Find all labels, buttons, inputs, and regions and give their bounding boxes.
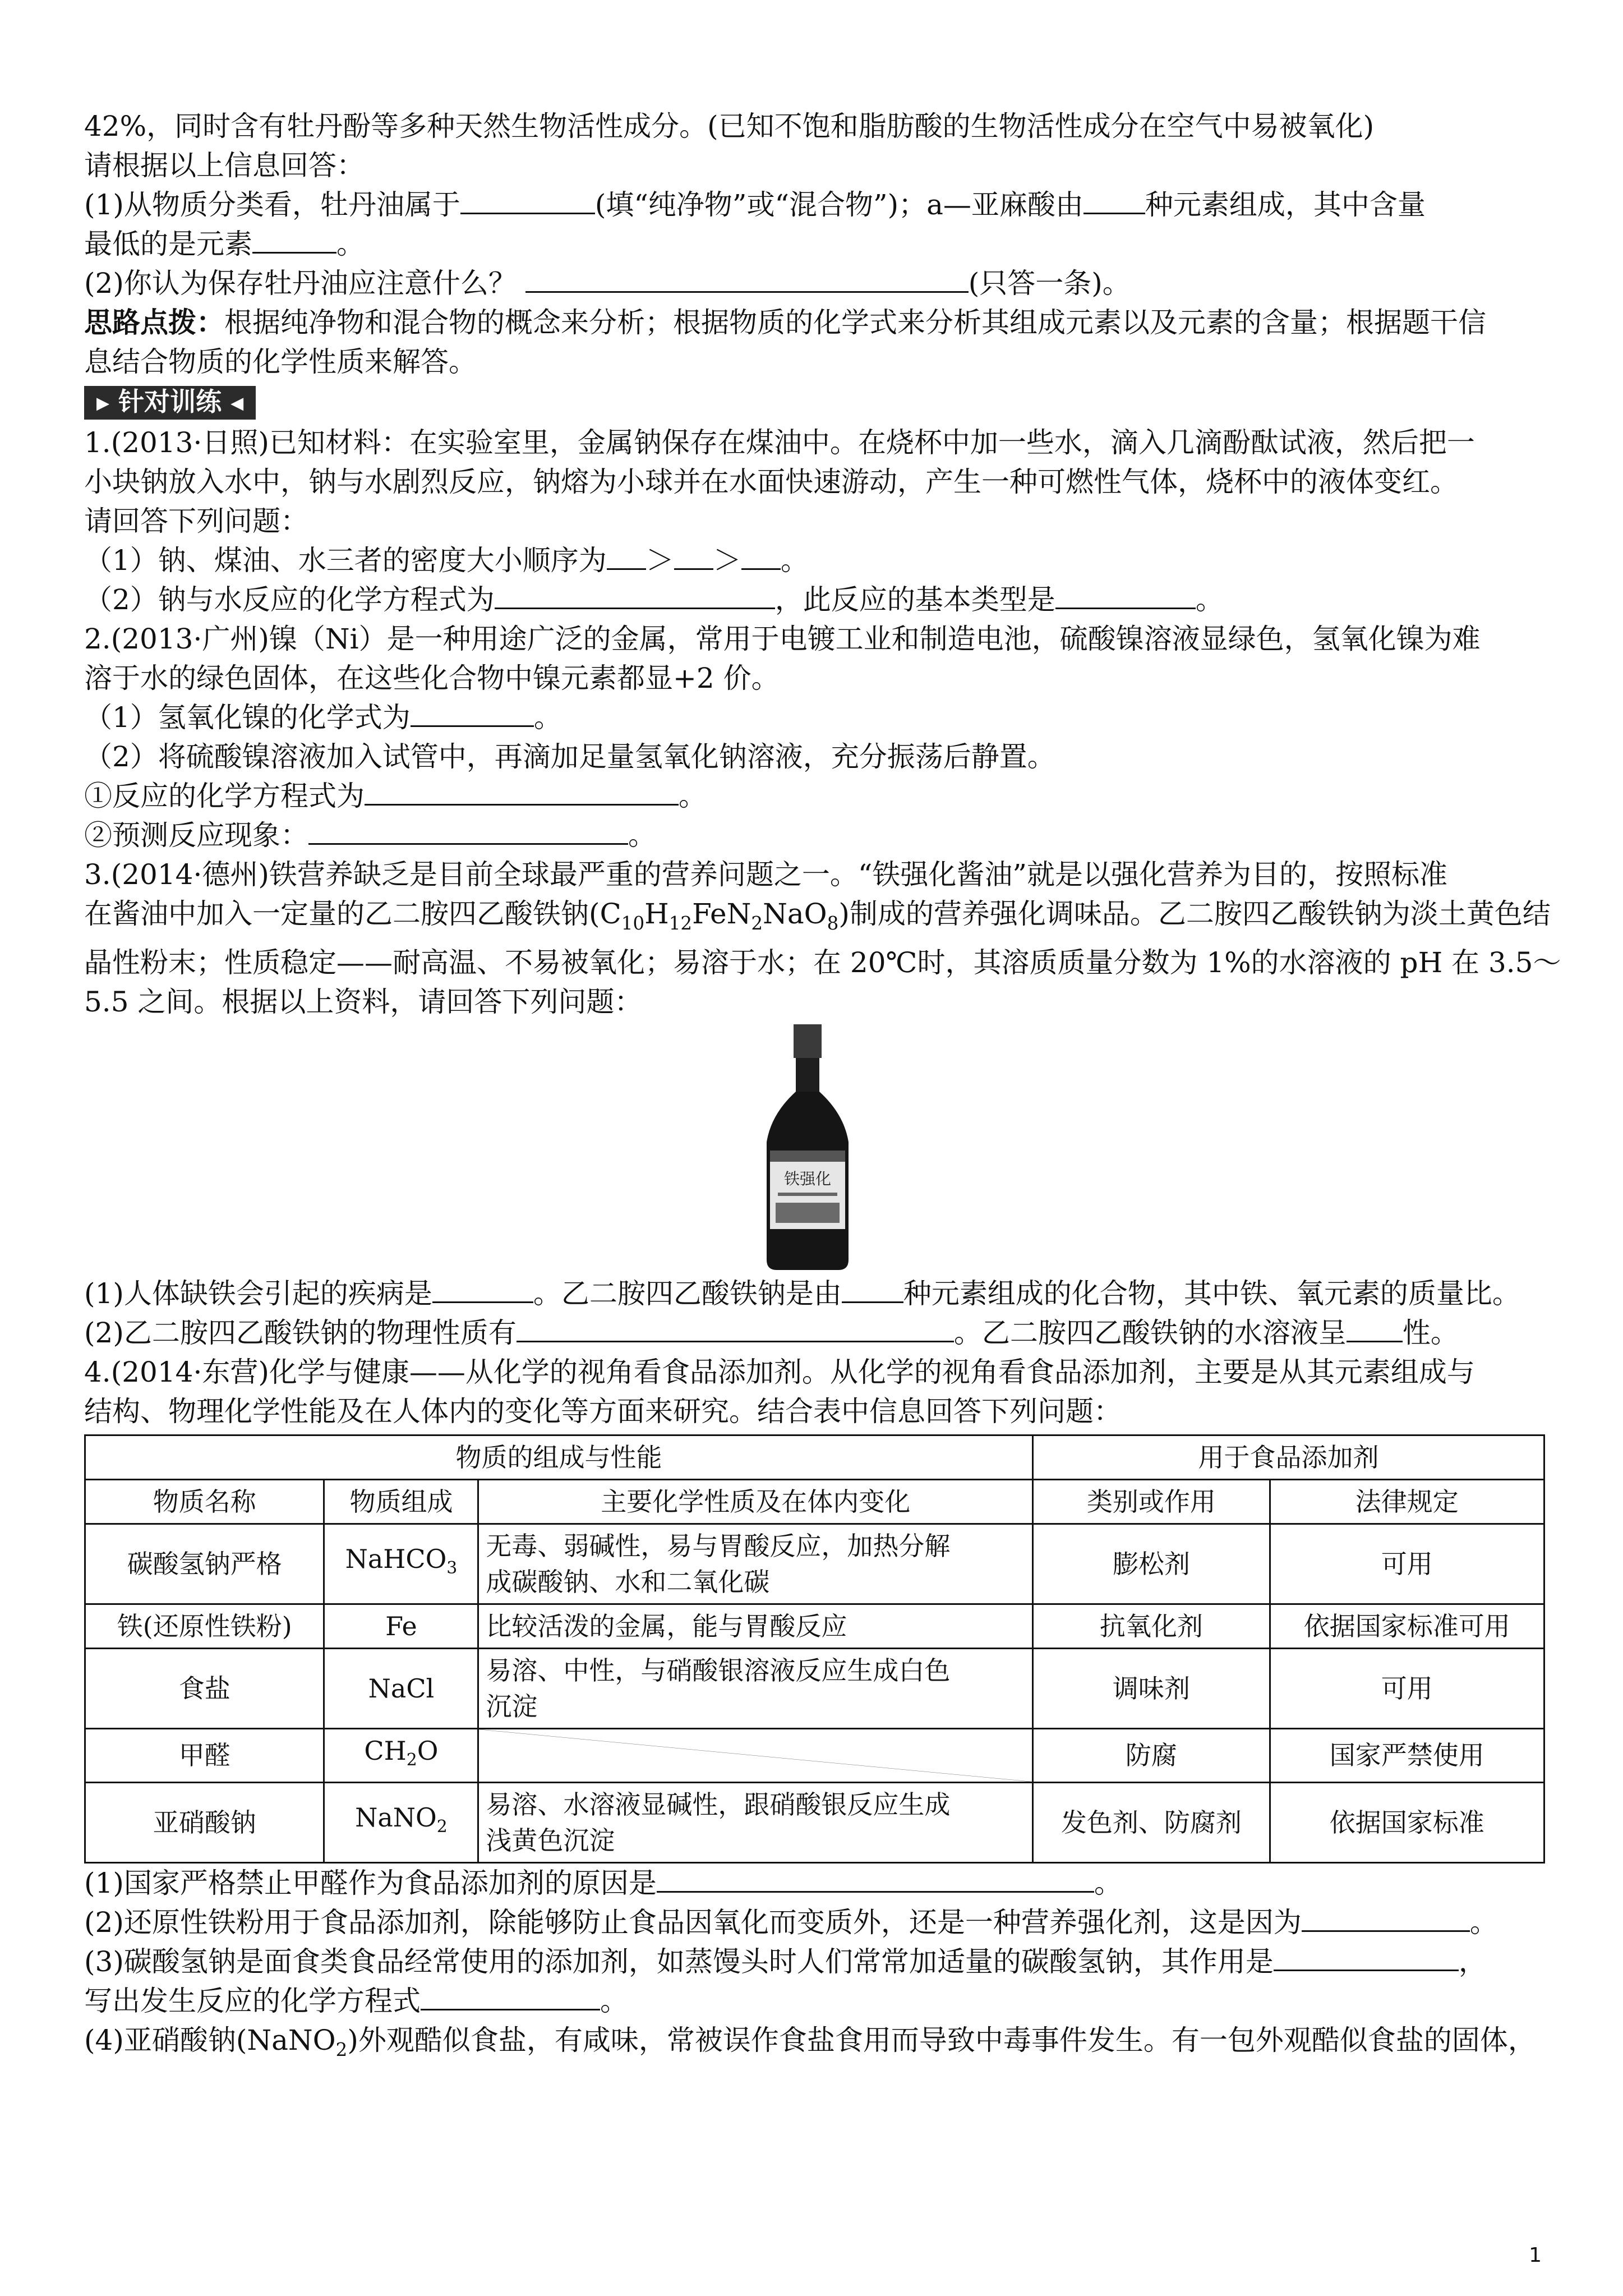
table-header-row: [85, 1479, 1544, 1524]
table-cell-name: 亚硝酸钠: [85, 1782, 324, 1862]
answer-blank[interactable]: [411, 700, 534, 727]
table-cell-use: 调味剂: [1033, 1648, 1270, 1728]
answer-blank[interactable]: [252, 226, 336, 254]
table-cell-property: 无毒、弱碱性，易与胃酸反应，加热分解 成碳酸钠、水和二氧化碳: [478, 1524, 1033, 1604]
table-column-header: 物质名称: [85, 1479, 324, 1524]
answer-blank[interactable]: [1083, 187, 1145, 214]
q2-line-1: 2.(2013·广州)镍（Ni）是一种用途广泛的金属，常用于电镀工业和制造电池，硫酸镍溶液显绿色，氢氧化镍为难: [84, 622, 1481, 655]
table-cell-name: 甲醛: [85, 1728, 324, 1782]
q4-answer-2: (2)还原性铁粉用于食品添加剂，除能够防止食品因氧化而变质外，还是一种营养强化剂，这是因为 。: [84, 1903, 1545, 1942]
table-cell-property: 易溶、水溶液显碱性，跟硝酸银反应生成 浅黄色沉淀: [478, 1782, 1033, 1862]
hint-line-1: 思路点拨：根据纯净物和混合物的概念来分析；根据物质的化学式来分析其组成元素以及元素的含量；根据题干信: [84, 306, 1486, 339]
q3-part-1: (1)人体缺铁会引起的疾病是 。乙二胺四乙酸铁钠是由 种元素组成的化合物，其中铁、氧元素的质量比。: [84, 1274, 1545, 1313]
table-cell-formula: NaCl: [324, 1648, 478, 1728]
answer-blank[interactable]: [674, 542, 713, 570]
q1-part-2: （2）钠与水反应的化学方程式为 ，此反应的基本类型是 。: [84, 580, 1545, 619]
table-row: [85, 1782, 1544, 1862]
table-cell-property: 易溶、中性，与硝酸银溶液反应生成白色 沉淀: [478, 1648, 1033, 1728]
table-column-header: 物质组成: [324, 1479, 478, 1524]
answer-blank[interactable]: [741, 542, 781, 570]
table-cell-use: 抗氧化剂: [1033, 1604, 1270, 1648]
q4-line-1: 4.(2014·东营)化学与健康——从化学的视角看食品添加剂。从化学的视角看食品添加剂，主要是从其元素组成与: [84, 1355, 1475, 1388]
intro-question-1: (1)从物质分类看，牡丹油属于 (填“纯净物”或“混合物”)；a—亚麻酸由 种元素组成，其中含量: [84, 185, 1545, 224]
answer-blank[interactable]: [1347, 1315, 1403, 1342]
table-row: [85, 1728, 1544, 1782]
q2-part-2: （2）将硫酸镍溶液加入试管中，再滴加足量氢氧化钠溶液，充分振荡后静置。: [84, 740, 1055, 773]
q3-line-4: 5.5 之间。根据以上资料，请回答下列问题：: [84, 985, 643, 1018]
answer-blank[interactable]: [308, 817, 628, 845]
triangle-left-icon: ◀: [230, 393, 244, 413]
q1-part-1: （1）钠、煤油、水三者的密度大小顺序为 ＞ ＞ 。: [84, 541, 1545, 580]
bottle-cap: [794, 1024, 822, 1058]
bottle-label-picture: [776, 1203, 840, 1223]
triangle-right-icon: ▶: [96, 393, 110, 413]
q4-answer-3: (3)碳酸氢钠是面食类食品经常使用的添加剂，如蒸馒头时人们常常加适量的碳酸氢钠，其作用是 ，: [84, 1942, 1545, 1981]
q1-line-2: 小块钠放入水中，钠与水剧烈反应，钠熔为小球并在水面快速游动，产生一种可燃性气体，烧杯中的液体变红。: [84, 465, 1458, 498]
table-cell-law: 可用: [1270, 1648, 1544, 1728]
q1-line-1: 1.(2013·日照)已知材料：在实验室里，金属钠保存在煤油中。在烧杯中加一些水，滴入几滴酚酞试液，然后把一: [84, 426, 1475, 459]
q2-part-2a: ①反应的化学方程式为 。: [84, 776, 1545, 816]
section-heading: [84, 381, 1545, 423]
answer-blank[interactable]: [432, 1276, 533, 1303]
answer-blank[interactable]: [842, 1276, 903, 1303]
page-number: 1: [1529, 2244, 1542, 2267]
section-tag: ▶ 针对训练 ◀: [84, 386, 256, 420]
intro-question-2: (2)你认为保存牡丹油应注意什么？ (只答一条)。: [84, 264, 1545, 303]
worksheet-page: [84, 107, 1561, 2069]
table-cell-property: 比较活泼的金属，能与胃酸反应: [478, 1604, 1033, 1648]
bottle-label-text: 铁强化: [783, 1169, 832, 1188]
table-cell-use: 发色剂、防腐剂: [1033, 1782, 1270, 1862]
table-cell-law: 依据国家标准可用: [1270, 1604, 1544, 1648]
table-row: [85, 1648, 1544, 1728]
q4-answer-4: (4)亚硝酸钠(NaNO$_2$)外观酷似食盐，有咸味，常被误作食盐食用而导致中毒事件发生。有一包外观酷似食盐的固体，: [84, 2023, 1536, 2060]
table-column-header: 类别或作用: [1033, 1479, 1270, 1524]
table-cell-formula: $CH_2O$: [324, 1728, 478, 1782]
table-cell-use: 防腐: [1033, 1728, 1270, 1782]
soy-sauce-bottle-image: [760, 1024, 855, 1271]
bottle-label-band: [770, 1151, 845, 1162]
q1-line-3: 请回答下列问题：: [84, 504, 308, 537]
answer-blank[interactable]: [460, 187, 595, 214]
table-cell-formula: NaNO$_2$: [324, 1782, 478, 1862]
answer-blank[interactable]: [607, 542, 646, 570]
q4-answer-1: (1)国家严格禁止甲醛作为食品添加剂的原因是 。: [84, 1864, 1545, 1903]
table-column-header: 法律规定: [1270, 1479, 1544, 1524]
q2-part-1: （1）氢氧化镍的化学式为 。: [84, 698, 1545, 737]
table-group-header-row: [85, 1435, 1544, 1479]
table-cell-name: 铁(还原性铁粉): [85, 1604, 324, 1648]
q3-line-1: 3.(2014·德州)铁营养缺乏是目前全球最严重的营养问题之一。“铁强化酱油”就是以强化营养为目的，按照标准: [84, 858, 1447, 891]
table-cell-formula: Fe: [324, 1604, 478, 1648]
table-cell-name: 食盐: [85, 1648, 324, 1728]
q4-answer-3-cont: 写出发生反应的化学方程式 。: [84, 1981, 1545, 2021]
answer-blank[interactable]: [495, 582, 775, 609]
intro-line-1: 42%，同时含有牡丹酚等多种天然生物活性成分。(已知不饱和脂肪酸的生物活性成分在空气中易被氧化): [84, 110, 1375, 142]
bottle-neck: [796, 1058, 819, 1092]
answer-blank[interactable]: [517, 1315, 954, 1342]
table-group-header: 用于食品添加剂: [1033, 1435, 1544, 1479]
answer-blank[interactable]: [421, 1983, 600, 2010]
soy-sauce-figure: [84, 1022, 1545, 1274]
q3-line-3: 晶性粉末；性质稳定——耐高温、不易被氧化；易溶于水；在 20℃时，其溶质质量分数为 1%的水溶液的 pH 在 3.5～: [84, 946, 1561, 979]
table-column-header: 主要化学性质及在体内变化: [478, 1479, 1033, 1524]
table-cell-law: 国家严禁使用: [1270, 1728, 1544, 1782]
table-row: [85, 1604, 1544, 1648]
answer-blank[interactable]: [365, 778, 679, 806]
table-group-header: 物质的组成与性能: [85, 1435, 1033, 1479]
answer-blank[interactable]: [657, 1865, 1094, 1893]
q3-line-2: 在酱油中加入一定量的乙二胺四乙酸铁钠$(C_{10}H_{12}FeN_2NaO_8)$制成的营养强化调味品。乙二胺四乙酸铁钠为淡土黄色结: [84, 897, 1551, 934]
table-cell-name: 碳酸氢钠严格: [85, 1524, 324, 1604]
table-cell-formula: NaHCO$_3$: [324, 1524, 478, 1604]
q4-line-2: 结构、物理化学性能及在人体内的变化等方面来研究。结合表中信息回答下列问题：: [84, 1395, 1122, 1428]
intro-question-1-cont: 最低的是元素 。: [84, 224, 1545, 264]
bottle-label-line: [778, 1193, 837, 1196]
hint-line-2: 息结合物质的化学性质来解答。: [84, 346, 477, 378]
answer-blank[interactable]: [525, 265, 969, 293]
food-additive-table: [84, 1434, 1545, 1864]
answer-blank[interactable]: [1274, 1944, 1459, 1971]
diagonal-line: [479, 1729, 1032, 1782]
q2-line-2: 溶于水的绿色固体，在这些化合物中镍元素都显+2 价。: [84, 661, 780, 694]
table-cell-law: 依据国家标准: [1270, 1782, 1544, 1862]
q2-part-2b: ②预测反应现象： 。: [84, 816, 1545, 855]
table-cell-empty-diagonal: [478, 1728, 1033, 1782]
table-row: [85, 1524, 1544, 1604]
intro-line-2: 请根据以上信息回答：: [84, 149, 365, 182]
answer-blank[interactable]: [1055, 582, 1196, 609]
answer-blank[interactable]: [1302, 1904, 1470, 1932]
table-cell-law: 可用: [1270, 1524, 1544, 1604]
q3-part-2: (2)乙二胺四乙酸铁钠的物理性质有 。乙二胺四乙酸铁钠的水溶液呈 性。: [84, 1313, 1545, 1352]
table-cell-use: 膨松剂: [1033, 1524, 1270, 1604]
